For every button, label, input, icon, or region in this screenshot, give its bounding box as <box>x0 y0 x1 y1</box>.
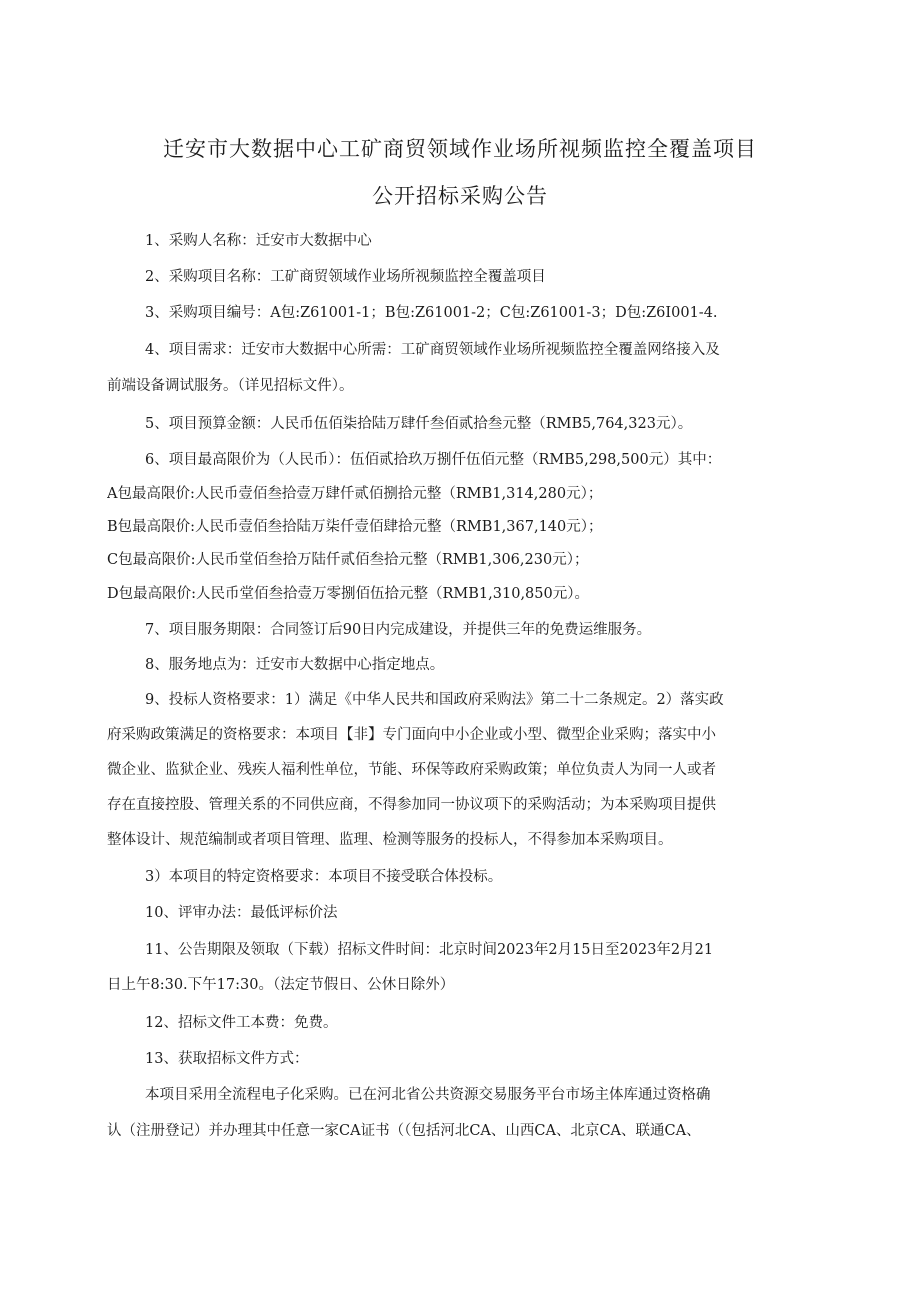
item-project-name: 2、采购项目名称：工矿商贸领域作业场所视频监控全覆盖项目 <box>145 269 546 285</box>
paragraph-e-procurement-cont: 认（注册登记）并办理其中任意一家CA证书（（包括河北CA、山西CA、北京CA、联通CA、 <box>107 1123 701 1139</box>
item-evaluation-method: 10、评审办法：最低评标价法 <box>145 905 338 921</box>
item-document-fee: 12、招标文件工本费：免费。 <box>145 1015 338 1031</box>
item-announcement-period: 11、公告期限及领取（下载）招标文件时间：北京时间2023年2月15日至2023年2月21 <box>145 942 714 958</box>
item-qualifications: 9、投标人资格要求：1）满足《中华人民共和国政府采购法》第二十二条规定。2）落实政 <box>145 692 724 708</box>
item-max-price: 6、项目最高限价为（人民币）：伍佰贰拾玖万捌仟伍佰元整（RMB5,298,500元）其中： <box>145 452 722 468</box>
paragraph-e-procurement: 本项目采用全流程电子化采购。已在河北省公共资源交易服务平台市场主体库通过资格确 <box>145 1087 711 1103</box>
package-c-limit: C包最高限价:人民币堂佰叁拾万陆仟贰佰叁拾元整（RMB1,306,230元）； <box>107 552 589 568</box>
item-announcement-period-cont: 日上午8:30.下午17:30。（法定节假日、公休日除外） <box>107 977 455 993</box>
item-requirements: 4、项目需求：迁安市大数据中心所需：工矿商贸领域作业场所视频监控全覆盖网络接入及 <box>145 342 720 358</box>
item-qualifications-cont: 存在直接控股、管理关系的不同供应商，不得参加同一协议项下的采购活动；为本采购项目提供 <box>107 797 716 813</box>
item-qualifications-cont: 微企业、监狱企业、残疾人福利性单位，节能、环保等政府采购政策；单位负责人为同一人或者 <box>107 762 716 778</box>
item-qualifications-cont: 府采购政策满足的资格要求：本项目【非】专门面向中小企业或小型、微型企业采购；落实中小 <box>107 727 716 743</box>
package-b-limit: B包最高限价:人民币壹佰叁拾陆万柒仟壹佰肆拾元整（RMB1,367,140元）； <box>107 519 603 535</box>
item-service-period: 7、项目服务期限：合同签订后90日内完成建设，并提供三年的免费运维服务。 <box>145 622 652 638</box>
document-subtitle: 公开招标采购公告 <box>372 184 548 208</box>
item-project-number: 3、采购项目编号：A包:Z61001-1；B包:Z61001-2；C包:Z61001-3；D包:Z6I001-4. <box>145 305 718 321</box>
item-purchaser: 1、采购人名称：迁安市大数据中心 <box>145 233 372 249</box>
package-d-limit: D包最高限价:人民币堂佰叁拾壹万零捌佰伍拾元整（RMB1,310,850元）。 <box>107 586 589 602</box>
item-requirements-cont: 前端设备调试服务。（详见招标文件）。 <box>107 378 354 394</box>
item-qualifications-cont: 整体设计、规范编制或者项目管理、监理、检测等服务的投标人，不得参加本采购项目。 <box>107 832 673 848</box>
package-a-limit: A包最高限价:人民币壹佰叁拾壹万肆仟贰佰捌拾元整（RMB1,314,280元）； <box>107 486 603 502</box>
document-title: 迁安市大数据中心工矿商贸领域作业场所视频监控全覆盖项目 <box>163 137 757 161</box>
item-service-location: 8、服务地点为：迁安市大数据中心指定地点。 <box>145 657 445 673</box>
item-acquisition-method: 13、获取招标文件方式： <box>145 1051 309 1067</box>
item-specific-requirements: 3）本项目的特定资格要求：本项目不接受联合体投标。 <box>145 869 503 885</box>
item-budget: 5、项目预算金额：人民币伍佰柒拾陆万肆仟叁佰贰拾叁元整（RMB5,764,323元）。 <box>145 416 693 432</box>
